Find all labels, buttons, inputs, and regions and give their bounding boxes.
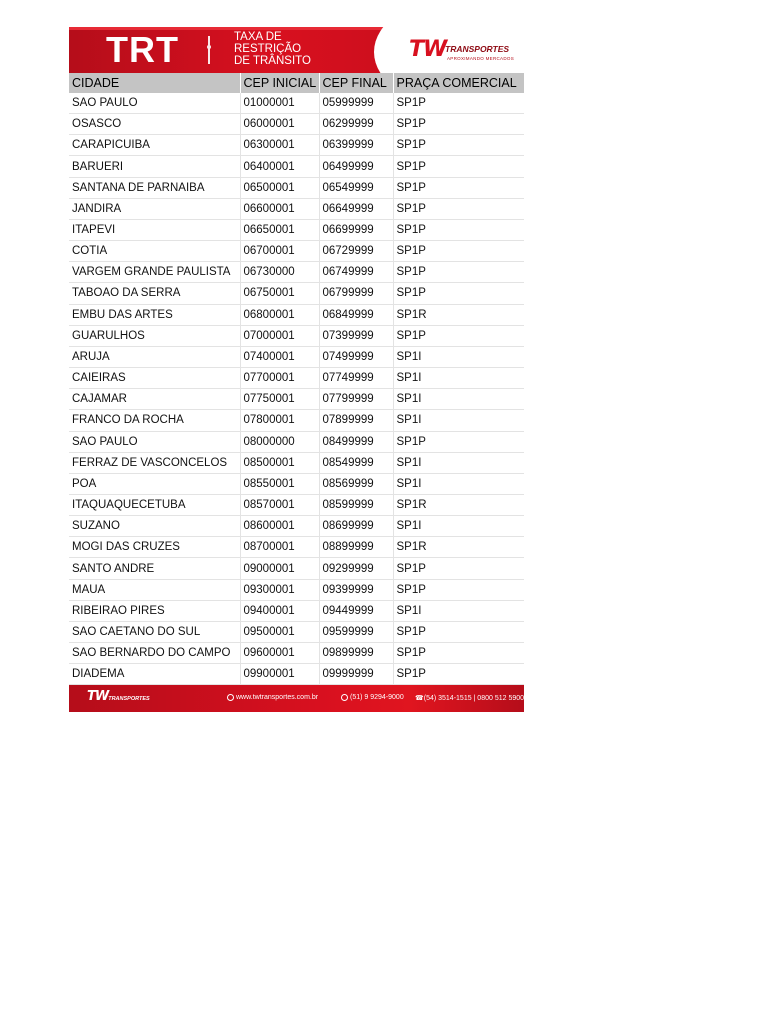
table-header-row [69,73,524,93]
cell-cidade: DIADEMA [69,664,240,685]
table-row [69,135,524,156]
table-row [69,621,524,642]
cell-praca-comercial: SP1I [393,452,524,473]
cell-cep-inicial: 08500001 [240,452,319,473]
table-row [69,389,524,410]
cell-cidade: SAO PAULO [69,93,240,114]
cell-cep-inicial: 06800001 [240,304,319,325]
table-row [69,93,524,114]
table-row [69,198,524,219]
cell-cep-inicial: 06750001 [240,283,319,304]
cell-cep-inicial: 06400001 [240,156,319,177]
cell-praca-comercial: SP1P [393,241,524,262]
table-row [69,114,524,135]
trt-sheet [69,27,524,712]
cell-cidade: ARUJA [69,346,240,367]
table-row [69,368,524,389]
cell-praca-comercial: SP1I [393,346,524,367]
cell-cidade: FRANCO DA ROCHA [69,410,240,431]
cell-praca-comercial: SP1P [393,135,524,156]
cell-cep-final: 06849999 [319,304,393,325]
table-row [69,431,524,452]
table-row [69,558,524,579]
cell-cep-final: 06749999 [319,262,393,283]
footer-logo-name: TRANSPORTES [108,696,150,703]
cell-praca-comercial: SP1R [393,304,524,325]
cell-praca-comercial: SP1P [393,198,524,219]
table-row [69,516,524,537]
table-row [69,219,524,240]
cell-cep-inicial: 07800001 [240,410,319,431]
column-header-cep-final: CEP FINAL [319,73,393,93]
cell-cep-final: 08899999 [319,537,393,558]
cell-cep-inicial: 08000000 [240,431,319,452]
cell-cep-final: 06399999 [319,135,393,156]
cell-cep-final: 09299999 [319,558,393,579]
cell-cep-inicial: 01000001 [240,93,319,114]
cell-cep-inicial: 06600001 [240,198,319,219]
cell-cep-inicial: 07400001 [240,346,319,367]
cell-cep-final: 07499999 [319,346,393,367]
cell-cidade: VARGEM GRANDE PAULISTA [69,262,240,283]
table-row [69,473,524,494]
footer-logo [87,689,150,704]
cell-cep-final: 08699999 [319,516,393,537]
cell-cidade: CARAPICUIBA [69,135,240,156]
cell-cep-final: 08569999 [319,473,393,494]
cell-cep-inicial: 08700001 [240,537,319,558]
table-row [69,304,524,325]
cell-cep-inicial: 08600001 [240,516,319,537]
table-row [69,600,524,621]
table-row [69,643,524,664]
table-row [69,410,524,431]
cell-cep-inicial: 07700001 [240,368,319,389]
column-header-cep-inicial: CEP INICIAL [240,73,319,93]
cell-cep-final: 06699999 [319,219,393,240]
header-subtitle: TAXA DE RESTRIÇÃO DE TRÂNSITO [234,31,311,67]
cell-cep-final: 06549999 [319,177,393,198]
cell-cidade: SAO CAETANO DO SUL [69,621,240,642]
cell-cep-final: 09999999 [319,664,393,685]
cell-cep-inicial: 06500001 [240,177,319,198]
cell-praca-comercial: SP1I [393,516,524,537]
cell-cep-final: 06299999 [319,114,393,135]
cell-praca-comercial: SP1I [393,473,524,494]
cell-cep-inicial: 09000001 [240,558,319,579]
table-row [69,262,524,283]
cell-cidade: SAO PAULO [69,431,240,452]
cell-cep-final: 07899999 [319,410,393,431]
phone-icon: ☎ [415,695,424,703]
table-row [69,283,524,304]
cell-cep-inicial: 09400001 [240,600,319,621]
cell-praca-comercial: SP1I [393,389,524,410]
cell-cep-inicial: 09300001 [240,579,319,600]
column-header-cidade: CIDADE [69,73,240,93]
cell-cep-inicial: 08570001 [240,494,319,515]
cell-cidade: BARUERI [69,156,240,177]
cell-praca-comercial: SP1P [393,558,524,579]
cell-praca-comercial: SP1I [393,368,524,389]
cell-cep-final: 09899999 [319,643,393,664]
cell-cep-final: 05999999 [319,93,393,114]
cell-praca-comercial: SP1P [393,114,524,135]
cell-cep-inicial: 09900001 [240,664,319,685]
cell-cep-final: 06649999 [319,198,393,219]
cell-cidade: SANTANA DE PARNAIBA [69,177,240,198]
footer-whatsapp[interactable] [341,694,404,701]
cell-cidade: CAJAMAR [69,389,240,410]
cell-cep-final: 09449999 [319,600,393,621]
footer-logo-mark: TW [87,689,109,705]
cell-praca-comercial: SP1P [393,621,524,642]
cell-praca-comercial: SP1P [393,431,524,452]
table-row [69,346,524,367]
cell-cep-inicial: 06300001 [240,135,319,156]
cell-cep-inicial: 08550001 [240,473,319,494]
website-text: www.twtransportes.com.br [236,694,319,702]
cell-cidade: GUARULHOS [69,325,240,346]
logo-name: TRANSPORTES [445,44,510,54]
cell-praca-comercial: SP1P [393,177,524,198]
cell-cep-final: 06799999 [319,283,393,304]
cell-praca-comercial: SP1I [393,410,524,431]
cell-cidade: SUZANO [69,516,240,537]
cell-cep-final: 07799999 [319,389,393,410]
cell-cidade: JANDIRA [69,198,240,219]
footer-website[interactable] [227,694,318,701]
cell-cidade: RIBEIRAO PIRES [69,600,240,621]
cell-cidade: EMBU DAS ARTES [69,304,240,325]
table-row [69,494,524,515]
cell-cep-final: 06499999 [319,156,393,177]
cell-praca-comercial: SP1P [393,643,524,664]
cell-cep-final: 08549999 [319,452,393,473]
cell-cep-inicial: 06730000 [240,262,319,283]
table-row [69,177,524,198]
cell-cidade: FERRAZ DE VASCONCELOS [69,452,240,473]
cell-cidade: OSASCO [69,114,240,135]
cell-praca-comercial: SP1P [393,262,524,283]
globe-icon [227,694,234,701]
table-row [69,452,524,473]
table-row [69,325,524,346]
cep-table [69,73,524,685]
cell-cep-final: 08499999 [319,431,393,452]
logo-tagline: APROXIMANDO MERCADOS [447,56,515,61]
table-row [69,537,524,558]
cell-praca-comercial: SP1R [393,494,524,515]
cell-cep-inicial: 07000001 [240,325,319,346]
cell-praca-comercial: SP1P [393,219,524,240]
cell-cep-final: 07749999 [319,368,393,389]
cell-cep-final: 09599999 [319,621,393,642]
cell-cep-inicial: 09500001 [240,621,319,642]
cell-praca-comercial: SP1I [393,600,524,621]
cell-cidade: ITAPEVI [69,219,240,240]
cell-cidade: SAO BERNARDO DO CAMPO [69,643,240,664]
cell-praca-comercial: SP1P [393,664,524,685]
cell-cidade: MAUA [69,579,240,600]
tw-transportes-logo [407,35,522,69]
cell-cidade: COTIA [69,241,240,262]
cell-praca-comercial: SP1P [393,579,524,600]
cell-praca-comercial: SP1P [393,93,524,114]
trt-logo-text: TRT [106,29,179,70]
table-row [69,664,524,685]
cell-cep-inicial: 06650001 [240,219,319,240]
cell-cidade: CAIEIRAS [69,368,240,389]
cell-cep-final: 09399999 [319,579,393,600]
cell-cep-inicial: 06700001 [240,241,319,262]
table-row [69,241,524,262]
cell-cep-final: 06729999 [319,241,393,262]
cell-cep-final: 07399999 [319,325,393,346]
column-header-praca-comercial: PRAÇA COMERCIAL [393,73,524,93]
header-banner [69,27,524,73]
whatsapp-text: (51) 9 9294-9000 [350,694,404,702]
cell-praca-comercial: SP1R [393,537,524,558]
logo-mark: TW [409,37,447,62]
header-divider [208,36,210,64]
phones-text: (54) 3514-1515 | 0800 512 5900 [423,695,524,703]
table-row [69,579,524,600]
cell-cidade: TABOAO DA SERRA [69,283,240,304]
whatsapp-icon [341,694,348,701]
cell-cidade: SANTO ANDRE [69,558,240,579]
cell-cidade: ITAQUAQUECETUBA [69,494,240,515]
cell-cep-inicial: 06000001 [240,114,319,135]
cell-cep-final: 08599999 [319,494,393,515]
cell-praca-comercial: SP1P [393,156,524,177]
table-row [69,156,524,177]
cell-cep-inicial: 09600001 [240,643,319,664]
footer-banner [69,685,524,712]
cell-cidade: MOGI DAS CRUZES [69,537,240,558]
cell-cidade: POA [69,473,240,494]
cell-praca-comercial: SP1P [393,325,524,346]
cell-cep-inicial: 07750001 [240,389,319,410]
footer-phones[interactable] [415,694,524,702]
cell-praca-comercial: SP1P [393,283,524,304]
